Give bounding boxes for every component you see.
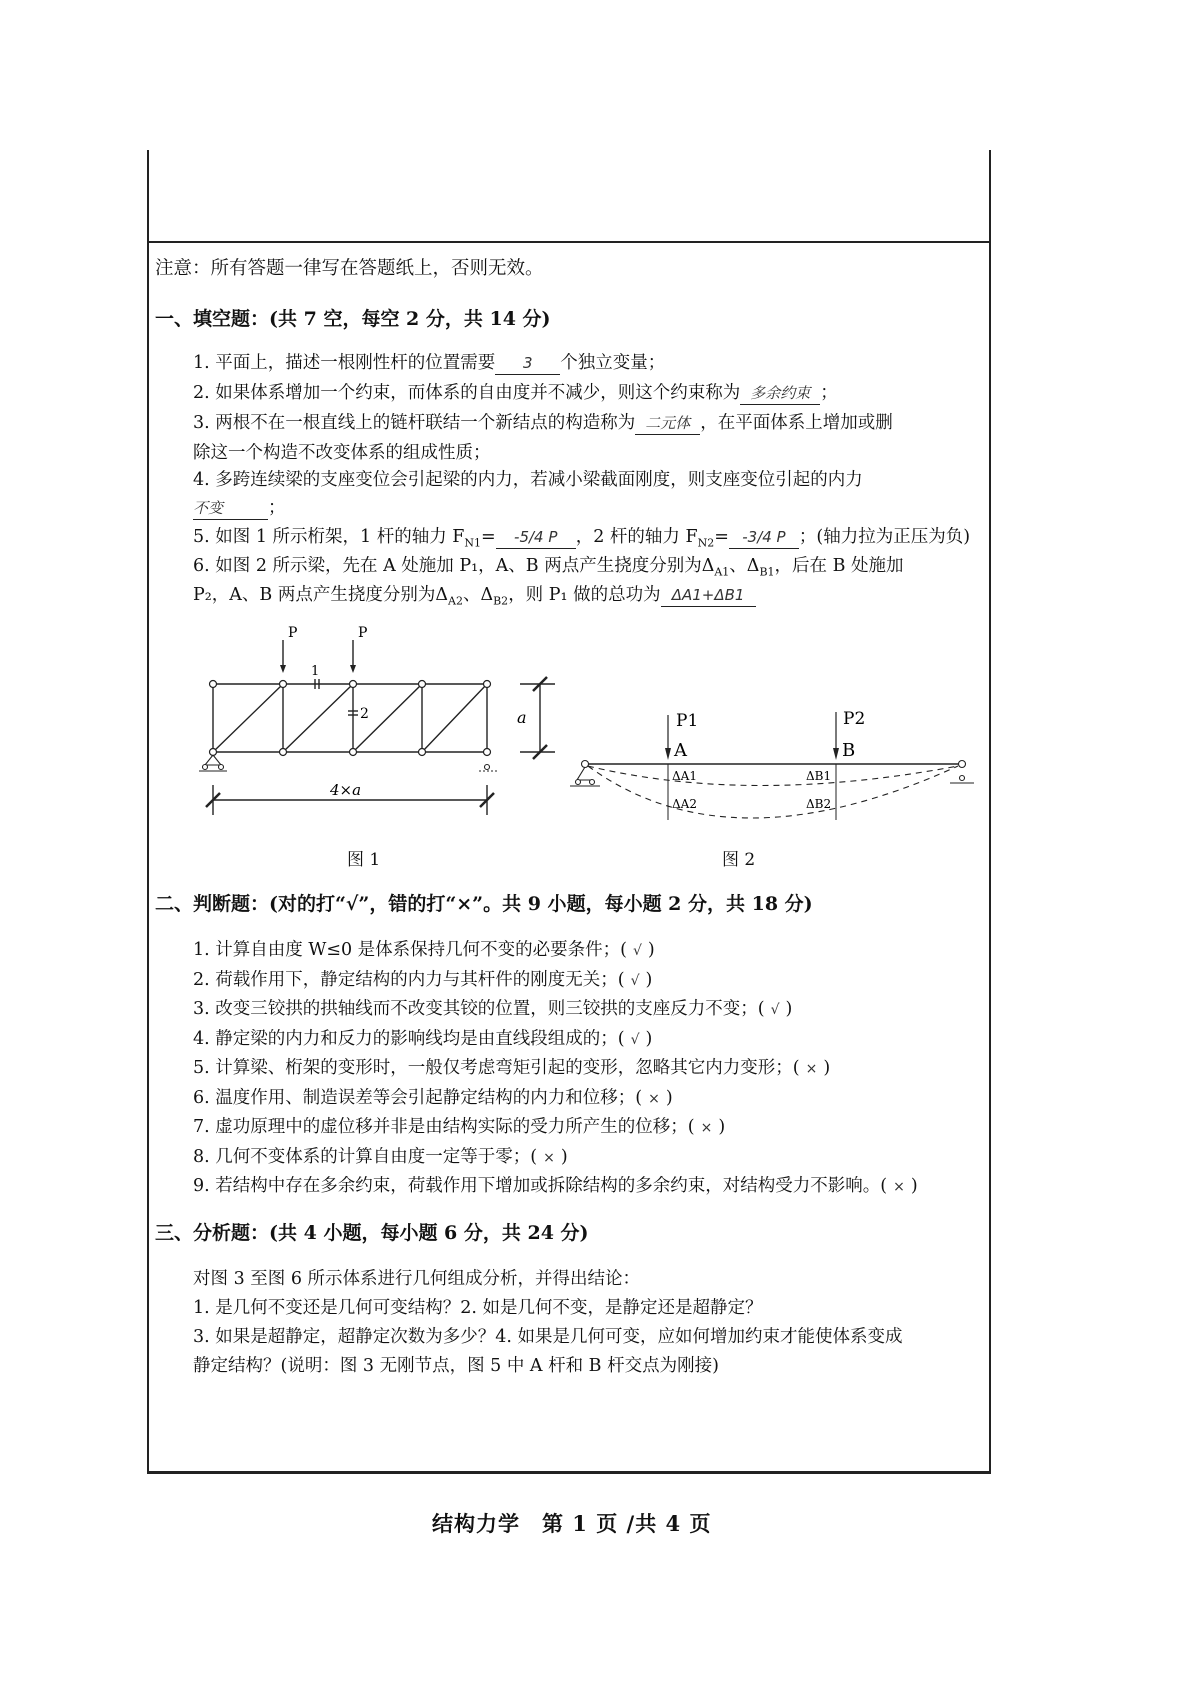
- judgment-text: 1. 计算自由度 W≤0 是体系保持几何不变的必要条件；(: [193, 940, 627, 960]
- section3-line: 3. 如果是超静定，超静定次数为多少？4. 如果是几何可变，应如何增加约束才能使体系变成: [193, 1327, 903, 1347]
- deflection-curve-2: [588, 766, 958, 818]
- judgment-mark[interactable]: ×: [543, 1149, 555, 1166]
- height-label: a: [517, 708, 527, 727]
- delta-a2-label: ΔA2: [672, 797, 697, 811]
- load-label: P: [358, 625, 368, 641]
- figure-1-caption: 图 1: [347, 850, 381, 870]
- figure-1-truss: [195, 615, 565, 830]
- fill-item-6-cont: P₂，A、B 两点产生挠度分别为$\Delta_{A2}$、$\Delta_{B2}$，则 P₁ 做的总功为 ΔA1+ΔB1: [193, 584, 756, 613]
- figure-2-caption: 图 2: [722, 850, 756, 870]
- point-b-label: B: [842, 740, 856, 761]
- judgment-item: [193, 1028, 652, 1051]
- header-divider: [147, 241, 990, 243]
- judgment-mark[interactable]: ×: [805, 1061, 818, 1077]
- judgment-item: [193, 939, 655, 962]
- diagonal: [283, 684, 353, 752]
- deflection-curve-1: [588, 766, 958, 786]
- section3-title: 三、分析题：(共 4 小题，每小题 6 分，共 24 分): [155, 1222, 589, 1244]
- judgment-mark[interactable]: √: [770, 1002, 780, 1018]
- roller-support-icon: [479, 765, 497, 772]
- judgment-text: 3. 改变三铰拱的拱轴线而不改变其铰的位置，则三铰拱的支座反力不变；(: [193, 999, 765, 1019]
- answer-3[interactable]: 二元体: [635, 412, 700, 435]
- p1-label: P1: [676, 711, 699, 731]
- answer-5a[interactable]: -5/4 P: [496, 526, 576, 549]
- judgment-close: ): [785, 999, 793, 1019]
- judgment-close: ): [718, 1117, 726, 1137]
- answer-1[interactable]: 3: [495, 352, 560, 375]
- judgment-close: ): [665, 1087, 673, 1108]
- judgment-text: 8. 几何不变体系的计算自由度一定等于零；(: [193, 1146, 538, 1167]
- load-label: P: [288, 625, 298, 641]
- judgment-text: 5. 计算梁、桁架的变形时，一般仅考虑弯矩引起的变形，忽略其它内力变形；(: [193, 1058, 800, 1078]
- judgment-close: ): [560, 1146, 568, 1167]
- fill-item-3-cont: 除这一个构造不改变体系的组成性质；: [193, 443, 491, 463]
- node: [210, 681, 217, 688]
- node: [350, 749, 357, 756]
- judgment-mark[interactable]: √: [633, 943, 642, 959]
- diagonal: [213, 684, 283, 752]
- judgment-item: [193, 969, 652, 992]
- pin-support-icon: [199, 755, 227, 771]
- member-2-label: 2: [360, 706, 369, 722]
- judgment-close: ): [823, 1058, 831, 1078]
- node: [280, 681, 287, 688]
- p2-label: P2: [843, 709, 866, 729]
- node: [484, 681, 491, 688]
- judgment-text: 4. 静定梁的内力和反力的影响线均是由直线段组成的；(: [193, 1028, 625, 1049]
- judgment-close: ): [647, 940, 655, 960]
- judgment-close: ): [645, 1028, 653, 1049]
- point-a-label: A: [674, 740, 687, 761]
- node: [350, 681, 357, 688]
- judgment-close: ): [910, 1176, 918, 1196]
- judgment-text: 2. 荷载作用下，静定结构的内力与其杆件的刚度无关；(: [193, 969, 625, 990]
- judgment-mark[interactable]: ×: [893, 1179, 905, 1195]
- judgment-text: 7. 虚功原理中的虚位移并非是由结构实际的受力所产生的位移；(: [193, 1117, 695, 1137]
- answer-2[interactable]: 多余约束: [740, 382, 820, 405]
- section1-title: 一、填空题：(共 7 空，每空 2 分，共 14 分): [155, 308, 551, 330]
- answer-5b[interactable]: -3/4 P: [729, 526, 799, 549]
- delta-a1-label: ΔA1: [672, 769, 697, 783]
- section3-line: 对图 3 至图 6 所示体系进行几何组成分析，并得出结论：: [193, 1269, 641, 1289]
- figure-2-beam: [570, 700, 980, 840]
- diagonal: [422, 684, 487, 752]
- judgment-text: 6. 温度作用、制造误差等会引起静定结构的内力和位移；(: [193, 1087, 643, 1108]
- delta-b2-label: ΔB2: [806, 797, 832, 811]
- judgment-item: [193, 1057, 830, 1080]
- judgment-text: 9. 若结构中存在多余约束，荷载作用下增加或拆除结构的多余约束，对结构受力不影响。(: [193, 1176, 888, 1196]
- node: [280, 749, 287, 756]
- judgment-item: [193, 1116, 725, 1139]
- judgment-mark[interactable]: ×: [648, 1090, 660, 1107]
- fill-item-6: 6. 如图 2 所示梁，先在 A 处施加 P₁，A、B 两点产生挠度分别为$\Delta_{A1}$、$\Delta_{B1}$，后在 B 处施加: [193, 556, 904, 579]
- delta-b1-label: ΔB1: [806, 769, 832, 783]
- node: [419, 681, 426, 688]
- judgment-mark[interactable]: √: [630, 972, 640, 989]
- fill-item-5: 5. 如图 1 所示桁架，1 杆的轴力 $F_{N1}= -5/4$ P ，2 杆的轴力 $F_{N2}= -3/4$ P ；(轴力拉为正压为负): [193, 527, 971, 550]
- node: [419, 749, 426, 756]
- page-footer: 结构力学 第 1 页 /共 4 页: [432, 1511, 712, 1536]
- fill-item-4-answer: 不变 ；: [193, 498, 286, 518]
- judgment-mark[interactable]: ×: [700, 1120, 713, 1136]
- judgment-close: ): [645, 969, 653, 990]
- node: [210, 749, 217, 756]
- fill-item-4: 4. 多跨连续梁的支座变位会引起梁的内力，若减小梁截面刚度，则支座变位引起的内力: [193, 470, 863, 490]
- fill-item-2: 2. 如果体系增加一个约束，而体系的自由度并不减少，则这个约束称为 多余约束 ；: [193, 383, 838, 403]
- judgment-item: [193, 1175, 918, 1198]
- fill-item-1: 1. 平面上，描述一根刚性杆的位置需要 3 个独立变量；: [193, 353, 666, 373]
- fill-item-3: 3. 两根不在一根直线上的链杆联结一个新结点的构造称为 二元体 ，在平面体系上增加或删: [193, 413, 893, 433]
- member-1-label: 1: [311, 664, 320, 679]
- judgment-item: [193, 1087, 673, 1110]
- notice: 注意：所有答题一律写在答题纸上，否则无效。: [155, 258, 544, 279]
- section3-line: 静定结构？(说明：图 3 无刚节点，图 5 中 A 杆和 B 杆交点为刚接): [193, 1356, 719, 1376]
- answer-6[interactable]: ΔA1+ΔB1: [661, 584, 756, 607]
- judgment-mark[interactable]: √: [630, 1031, 640, 1048]
- answer-4[interactable]: 不变: [193, 497, 268, 520]
- node: [484, 749, 491, 756]
- span-label: 4×a: [330, 781, 362, 799]
- judgment-item: [193, 1146, 568, 1169]
- judgment-item: [193, 998, 792, 1021]
- section2-title: 二、判断题：(对的打“√”，错的打“×”。共 9 小题，每小题 2 分，共 18 分): [155, 893, 813, 915]
- section3-line: 1. 是几何不变还是几何可变结构？2. 如是几何不变，是静定还是超静定？: [193, 1298, 763, 1318]
